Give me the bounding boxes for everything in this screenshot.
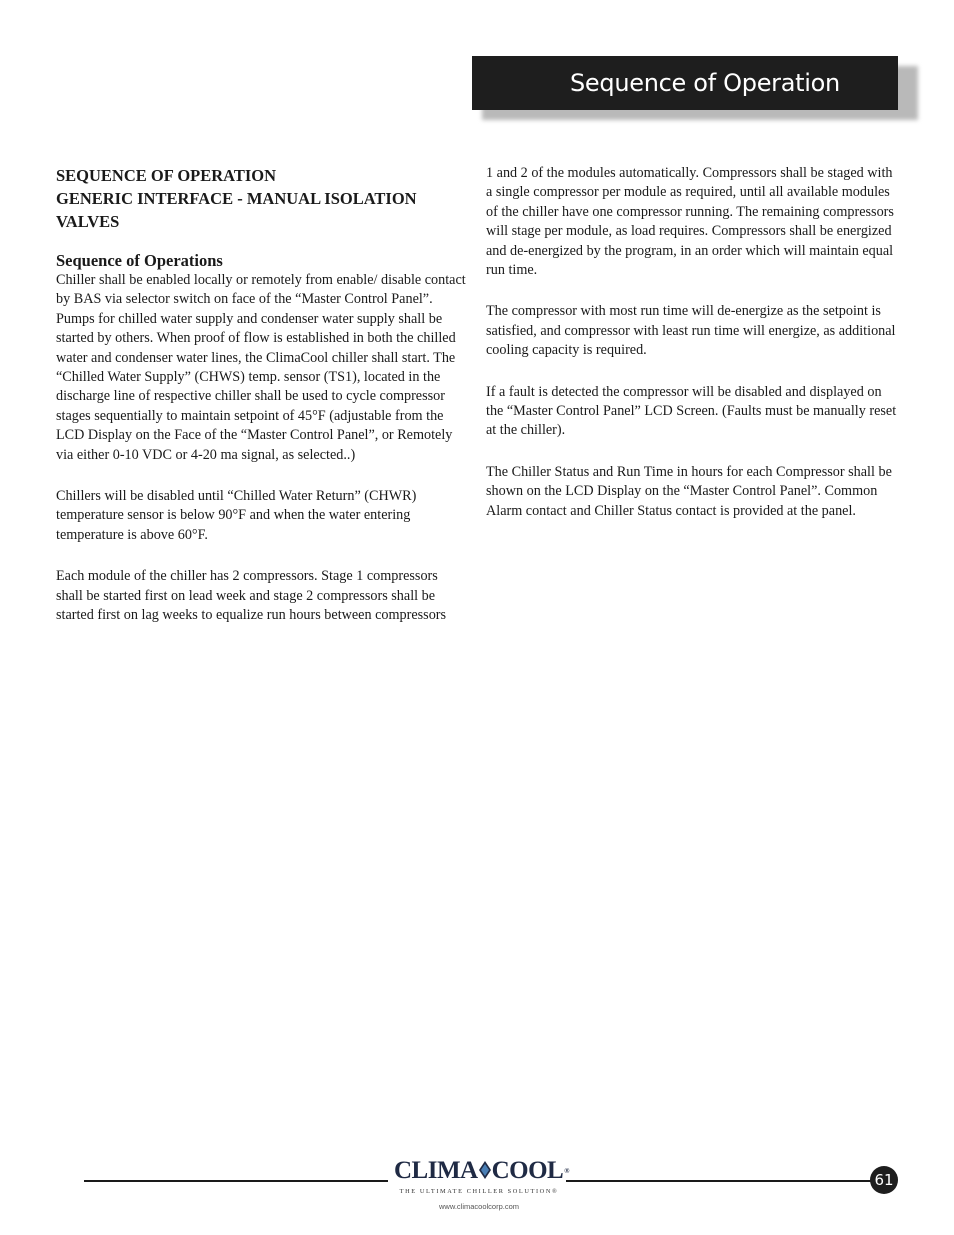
page-header [472,56,898,110]
logo-word-right: COOL [491,1157,564,1184]
right-column [486,164,898,543]
climacool-logo [394,1156,569,1196]
footer-rule-left [84,1180,388,1182]
logo-wordmark [394,1156,569,1186]
logo-word-left: CLIMA [394,1157,478,1184]
footer-rule-right [566,1180,872,1182]
section-heading-line2: GENERIC INTERFACE - MANUAL ISOLATION VALVES [56,189,417,231]
water-drop-diamond-icon [479,1161,491,1179]
logo-tagline: THE ULTIMATE CHILLER SOLUTION® [399,1188,559,1195]
paragraph: The compressor with most run time will de-energize as the setpoint is satisfied, and compressor with least run time will energize, as additional cooling capacity is required. [486,303,896,359]
paragraph: Chillers will be disabled until “Chilled Water Return” (CHWR) temperature sensor is below 90°F and when the water entering temperature is above 60°F. [56,488,417,543]
paragraph: If a fault is detected the compressor will be disabled and displayed on the “Master Control Panel” LCD Screen. (Faults must be manually reset at the chiller). [486,383,897,439]
website-url: www.climacoolcorp.com [438,1202,520,1211]
left-column [56,164,468,648]
page-number: 61 [874,1171,894,1189]
paragraph: The Chiller Status and Run Time in hours for each Compressor shall be shown on the LCD Display on the “Master Control Panel”. Common Alarm contact and Chiller Status contact is provided at the panel. [486,463,892,519]
paragraph: 1 and 2 of the modules automatically. Compressors shall be staged with a single compressor per module as required, until all available modules of the chiller have one compressor running. The remaining compressors will stage per module, as load requires. Compressors shall be energized and de-energized by the program, in an order which will maintain equal run time. [486,165,894,279]
logo-registered-mark: ® [564,1167,569,1175]
page-number-badge [870,1166,898,1194]
paragraph: Chiller shall be enabled locally or remotely from enable/ disable contact by BAS via selector switch on face of the “Master Control Panel”. Pumps for chilled water supply and condenser water supply shall be started by others. When proof of flow is established in both the chilled water and condenser water lines, the ClimaCool chiller shall start. The “Chilled Water Supply” (CHWS) temp. sensor (TS1), located in the discharge line of respective chiller shall be used to cycle compressor stages sequentially to maintain setpoint of 45°F (adjustable from the LCD Display on the Face of the “Master Control Panel”, or Remotely via either 0-10 VDC or 4-20 ma signal, as selected..) [56,272,466,463]
section-heading-line1: SEQUENCE OF OPERATION [56,166,277,185]
page-title: Sequence of Operation [570,69,840,97]
paragraph: Each module of the chiller has 2 compressors. Stage 1 compressors shall be started first on lead week and stage 2 compressors shall be started first on lag weeks to equalize run hours between compressors [56,568,447,624]
subheading: Sequence of Operations [56,251,223,270]
